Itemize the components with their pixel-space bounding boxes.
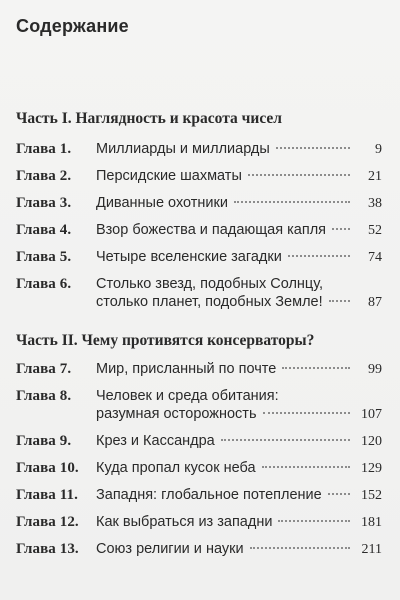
- chapter-body: [96, 387, 382, 424]
- chapter-label: Глава 8.: [16, 388, 72, 404]
- leader-dots: [262, 466, 350, 468]
- chapter-title: Союз религии и науки: [96, 541, 244, 557]
- chapter-line: [96, 387, 382, 405]
- page-number: 152: [361, 488, 382, 503]
- page-number: 120: [361, 434, 382, 449]
- chapter-title: Мир, присланный по почте: [96, 361, 277, 377]
- chapter-body: [96, 513, 382, 532]
- chapter-title: Человек и среда обитания:: [96, 388, 279, 404]
- leader-dots: [332, 228, 350, 230]
- page-number: 87: [368, 295, 382, 310]
- chapter-body: [96, 459, 382, 478]
- page-number: 129: [361, 461, 382, 476]
- chapter-label: Глава 6.: [16, 276, 72, 292]
- leader-dots: [282, 367, 350, 369]
- chapter-label: Глава 12.: [16, 514, 79, 530]
- toc-entry: [16, 432, 382, 451]
- toc-list: [16, 360, 382, 567]
- chapter-title: Столько звезд, подобных Солнцу,: [96, 276, 324, 292]
- leader-dots: [276, 147, 350, 149]
- chapter-line: [96, 459, 382, 478]
- part-title: Часть I. Наглядность и красота чисел: [16, 110, 282, 127]
- leader-dots: [234, 201, 350, 203]
- page-title: Содержание: [16, 16, 129, 36]
- chapter-line: [96, 221, 382, 240]
- page-number: 52: [368, 223, 382, 238]
- toc-entry: [16, 360, 382, 379]
- chapter-body: [96, 540, 382, 559]
- chapter-body: [96, 360, 382, 379]
- toc-entry: [16, 194, 382, 213]
- chapter-title: Диванные охотники: [96, 195, 228, 211]
- page-number: 99: [368, 362, 382, 377]
- chapter-body: [96, 275, 382, 312]
- chapter-title: Западня: глобальное потепление: [96, 487, 322, 503]
- toc-entry: [16, 167, 382, 186]
- leader-dots: [221, 439, 350, 441]
- chapter-line: [96, 140, 382, 159]
- toc-entry: [16, 387, 382, 424]
- chapter-label: Глава 10.: [16, 460, 79, 476]
- chapter-title: Куда пропал кусок неба: [96, 460, 256, 476]
- chapter-title-continued: столько планет, подобных Земле!: [96, 294, 323, 310]
- leader-dots: [263, 412, 351, 414]
- chapter-label: Глава 7.: [16, 361, 72, 377]
- chapter-label: Глава 3.: [16, 195, 72, 211]
- leader-dots: [288, 255, 350, 257]
- page-number: 74: [368, 250, 382, 265]
- chapter-label: Глава 5.: [16, 249, 72, 265]
- chapter-title: Взор божества и падающая капля: [96, 222, 327, 238]
- page-number: 21: [368, 169, 382, 184]
- leader-dots: [278, 520, 350, 522]
- chapter-line: [96, 360, 382, 379]
- leader-dots: [329, 300, 350, 302]
- chapter-body: [96, 194, 382, 213]
- chapter-body: [96, 221, 382, 240]
- chapter-line: [96, 540, 382, 559]
- chapter-title: Миллиарды и миллиарды: [96, 141, 270, 157]
- part-title: Часть II. Чему противятся консерваторы?: [16, 332, 315, 349]
- toc-entry: [16, 221, 382, 240]
- page-number: 9: [375, 142, 382, 157]
- chapter-body: [96, 167, 382, 186]
- chapter-title: Как выбраться из западни: [96, 514, 273, 530]
- toc-entry: [16, 513, 382, 532]
- leader-dots: [248, 174, 350, 176]
- toc-entry: [16, 540, 382, 559]
- chapter-line: [96, 432, 382, 451]
- chapter-label: Глава 4.: [16, 222, 72, 238]
- leader-dots: [328, 493, 350, 495]
- chapter-body: [96, 248, 382, 267]
- chapter-line: [96, 293, 382, 312]
- toc-entry: [16, 459, 382, 478]
- toc-entry: [16, 275, 382, 312]
- page-number: 181: [361, 515, 382, 530]
- page-number: 107: [361, 407, 382, 422]
- chapter-label: Глава 13.: [16, 541, 79, 557]
- chapter-line: [96, 405, 382, 424]
- chapter-line: [96, 513, 382, 532]
- chapter-title: Персидские шахматы: [96, 168, 242, 184]
- chapter-label: Глава 1.: [16, 141, 72, 157]
- toc-entry: [16, 486, 382, 505]
- chapter-line: [96, 248, 382, 267]
- leader-dots: [250, 547, 350, 549]
- toc-entry: [16, 248, 382, 267]
- chapter-label: Глава 9.: [16, 433, 72, 449]
- chapter-body: [96, 140, 382, 159]
- chapter-label: Глава 11.: [16, 487, 78, 503]
- page-number: 38: [368, 196, 382, 211]
- toc-list: [16, 140, 382, 320]
- chapter-body: [96, 486, 382, 505]
- chapter-line: [96, 167, 382, 186]
- chapter-label: Глава 2.: [16, 168, 72, 184]
- chapter-line: [96, 486, 382, 505]
- chapter-line: [96, 275, 382, 293]
- page-number: 211: [361, 542, 382, 557]
- chapter-title-continued: разумная осторожность: [96, 406, 257, 422]
- toc-entry: [16, 140, 382, 159]
- chapter-line: [96, 194, 382, 213]
- chapter-body: [96, 432, 382, 451]
- chapter-title: Крез и Кассандра: [96, 433, 215, 449]
- chapter-title: Четыре вселенские загадки: [96, 249, 282, 265]
